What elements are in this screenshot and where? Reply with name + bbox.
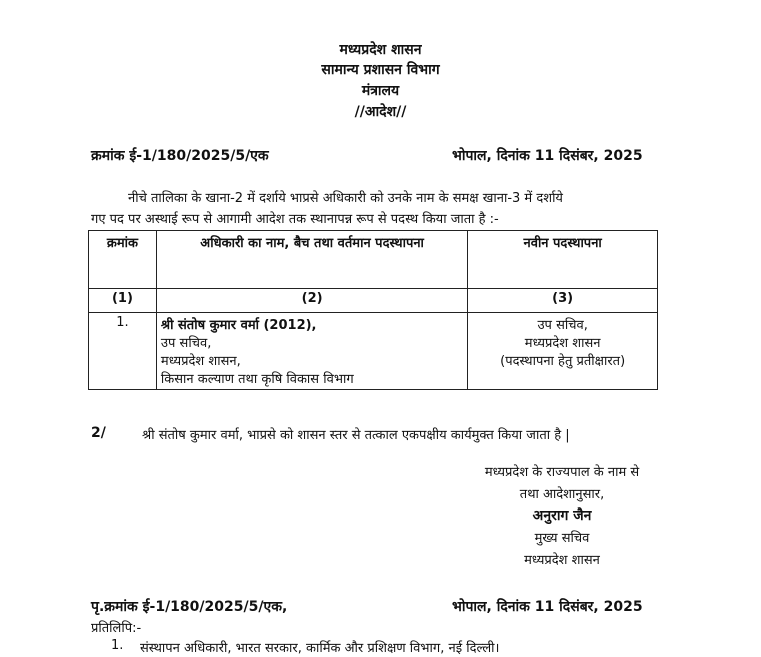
row-officer-cell <box>156 313 467 390</box>
copy-item-text: संस्थापन अधिकारी, भारत सरकार, कार्मिक और प्रशिक्षण विभाग, नई दिल्ली। <box>140 641 500 656</box>
colnum-3: (3) <box>468 289 658 313</box>
order-place-date: भोपाल, दिनांक 11 दिसंबर, 2025 <box>452 148 643 164</box>
colnum-1: (1) <box>89 289 157 313</box>
signature-block <box>452 462 672 572</box>
signatory-designation: मुख्य सचिव <box>534 531 590 546</box>
table-colnum-row <box>89 289 658 313</box>
header-sno: क्रमांक <box>89 231 157 289</box>
header-secretariat: मंत्रालय <box>361 83 400 99</box>
officer-designation: उप सचिव, <box>160 336 212 351</box>
row-sno: 1. <box>89 313 157 390</box>
intro-line-1: नीचे तालिका के खाना-2 में दर्शाये भाप्रसे अधिकारी को उनके नाम के समक्ष खाना-3 में दर्शाये <box>128 191 563 206</box>
new-status: (पदस्थापना हेतु प्रतीक्षारत) <box>500 354 626 369</box>
para2-number: 2/ <box>91 425 106 441</box>
header-new-posting: नवीन पदस्थापना <box>468 231 658 289</box>
header-govt: मध्यप्रदेश शासन <box>339 42 422 58</box>
header-order-title: //आदेश// <box>354 104 407 120</box>
order-number: क्रमांक ई-1/180/2025/5/एक <box>91 148 269 164</box>
new-designation: उप सचिव, <box>537 318 588 333</box>
colnum-2: (2) <box>156 289 467 313</box>
officer-govt: मध्यप्रदेश शासन, <box>160 354 241 369</box>
intro-line-2: गए पद पर अस्थाई रूप से आगामी आदेश तक स्थानापन्न रूप से पदस्थ किया जाता है :- <box>91 212 499 227</box>
signature-line-2: तथा आदेशानुसार, <box>519 487 605 502</box>
copy-label: प्रतिलिपि:- <box>91 621 142 636</box>
table-header-row <box>89 231 658 289</box>
signatory-org: मध्यप्रदेश शासन <box>524 553 600 568</box>
officer-name: श्री संतोष कुमार वर्मा (2012), <box>160 318 317 333</box>
signature-line-1: मध्यप्रदेश के राज्यपाल के नाम से <box>484 465 640 480</box>
endorsement-number: पृ.क्रमांक ई-1/180/2025/5/एक, <box>91 599 288 615</box>
new-govt: मध्यप्रदेश शासन <box>524 336 601 351</box>
header-department: सामान्य प्रशासन विभाग <box>321 62 440 78</box>
row-new-posting-cell <box>468 313 658 390</box>
copy-item-number: 1. <box>111 638 124 653</box>
header-officer: अधिकारी का नाम, बैच तथा वर्तमान पदस्थापना <box>156 231 467 289</box>
signatory-name: अनुराग जैन <box>532 508 592 524</box>
posting-table <box>88 230 658 390</box>
para2-text: श्री संतोष कुमार वर्मा, भाप्रसे को शासन स्तर से तत्काल एकपक्षीय कार्यमुक्त किया जाता है | <box>142 428 570 443</box>
endorsement-place-date: भोपाल, दिनांक 11 दिसंबर, 2025 <box>452 599 643 615</box>
officer-department: किसान कल्याण तथा कृषि विकास विभाग <box>160 372 354 387</box>
table-row <box>89 313 658 390</box>
